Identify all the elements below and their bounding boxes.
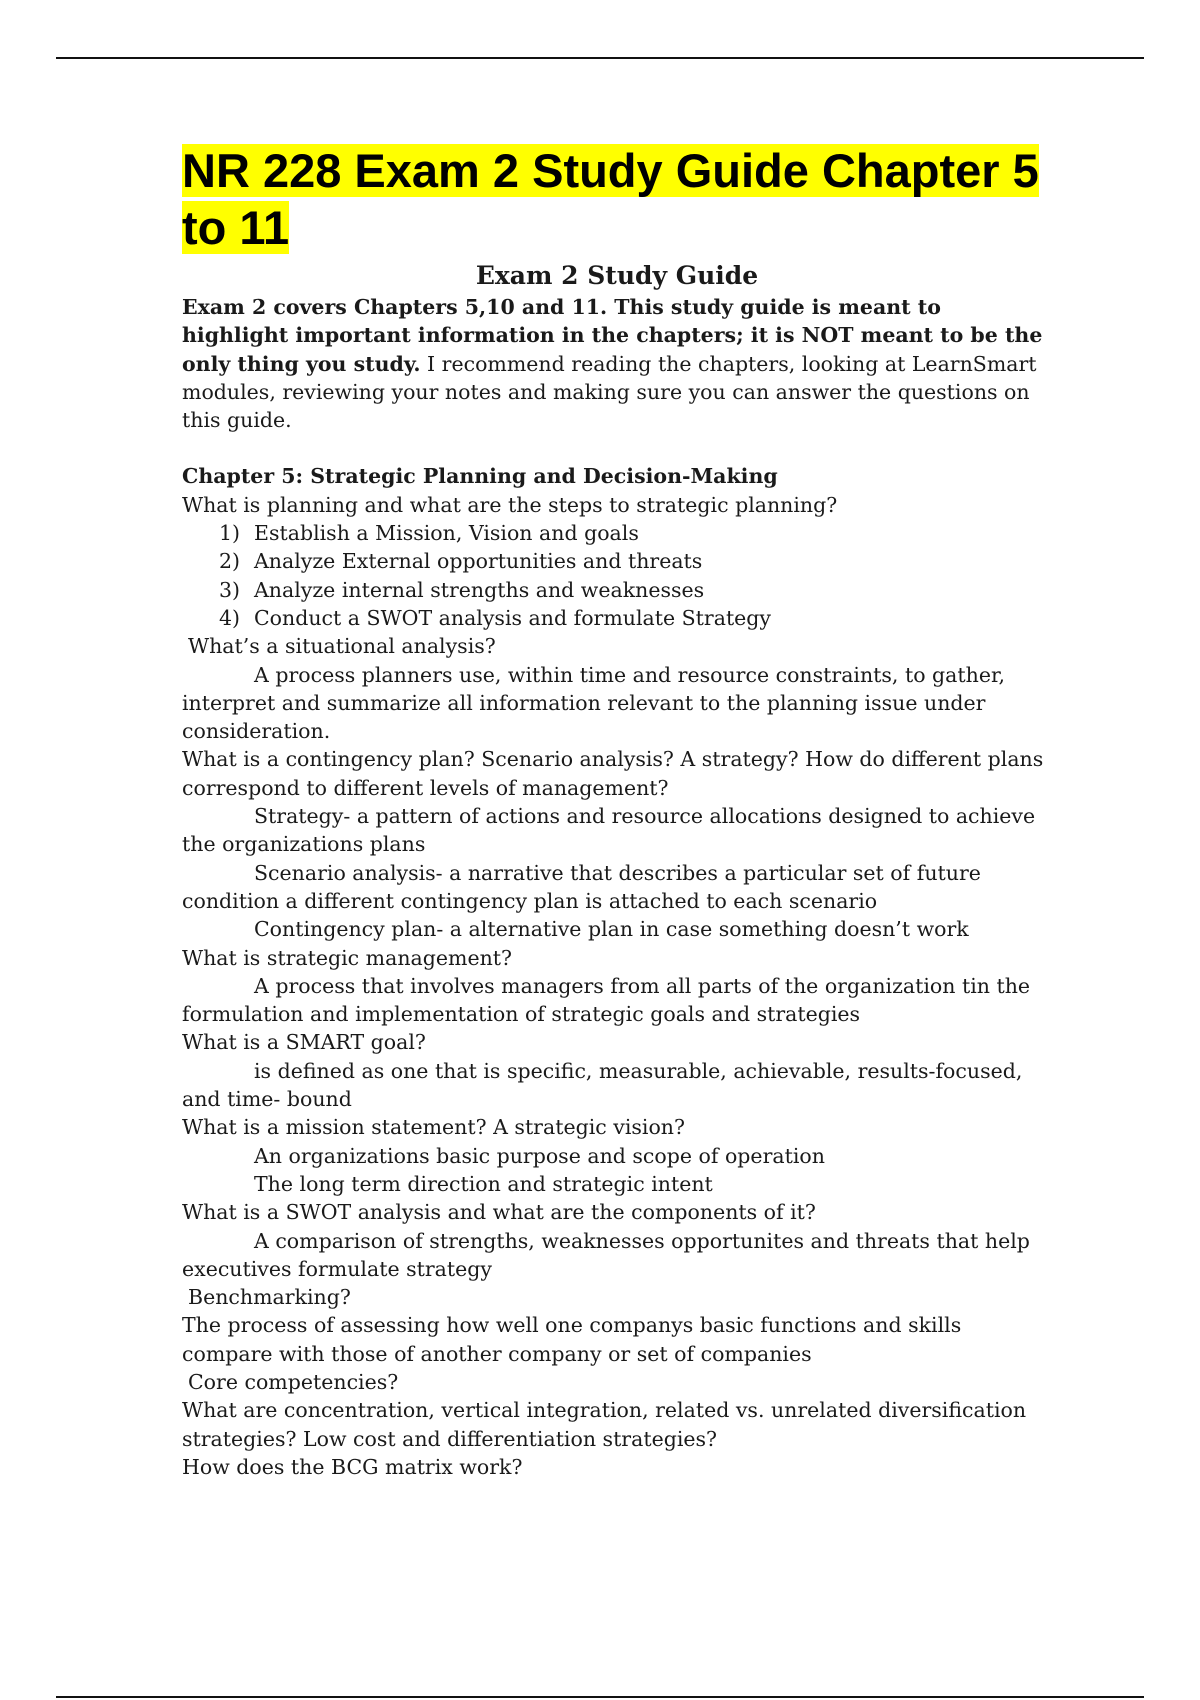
document-title [182, 142, 1052, 256]
answer-contingency-plan: Contingency plan- a alternative plan in case something doesn’t work [254, 917, 969, 942]
list-item-text: Establish a Mission, Vision and goals [254, 521, 639, 546]
list-number: 1) [219, 521, 241, 546]
answer-swot-analysis: A comparison of strengths, weaknesses opportunites and threats that help executives formulate strategy [182, 1228, 1030, 1281]
document-body [182, 142, 1052, 1481]
list-item-text: Analyze External opportunities and threats [254, 549, 703, 574]
bottom-divider [56, 1696, 1144, 1698]
question-contingency-plan: What is a contingency plan? Scenario analysis? A strategy? How do different plans correspond to different levels of management? [182, 747, 1044, 800]
answer-strategic-vision: The long term direction and strategic intent [254, 1171, 713, 1196]
question-strategic-management: What is strategic management? [182, 945, 513, 970]
answer-mission-statement: An organizations basic purpose and scope of operation [254, 1143, 825, 1168]
question-swot-analysis: What is a SWOT analysis and what are the components of it? [182, 1200, 816, 1225]
intro-paragraph [182, 293, 1052, 434]
list-item [219, 604, 1052, 632]
list-item [219, 576, 1052, 604]
question-planning: What is planning and what are the steps to strategic planning? [182, 492, 838, 517]
list-item-text: Analyze internal strengths and weaknesses [254, 577, 705, 602]
answer-benchmarking: The process of assessing how well one companys basic functions and skills compare with those of another company or set of companies [182, 1313, 962, 1366]
answer-situational-analysis: A process planners use, within time and resource constraints, to gather, interpret and summarize all information relevant to the planning issue under consideration. [182, 662, 1006, 744]
list-number: 4) [219, 605, 241, 630]
question-situational-analysis: What’s a situational analysis? [188, 634, 496, 659]
answer-strategic-management: A process that involves managers from all parts of the organization tin the formulation and implementation of strategic goals and strategies [182, 973, 1031, 1027]
question-mission-statement: What is a mission statement? A strategic vision? [182, 1115, 686, 1140]
answer-strategy: Strategy- a pattern of actions and resource allocations designed to achieve the organizations plans [182, 804, 1036, 857]
question-core-competencies: Core competencies? [188, 1369, 399, 1394]
spacer [182, 434, 1052, 462]
intro-normal-text: I recommend reading the chapters, looking at LearnSmart modules, reviewing your notes and making sure you can answer the questions on this guide. [182, 351, 1037, 433]
list-item-text: Conduct a SWOT analysis and formulate Strategy [254, 605, 772, 630]
question-benchmarking: Benchmarking? [188, 1285, 351, 1310]
chapter-5-heading: Chapter 5: Strategic Planning and Decision-Making [182, 464, 778, 489]
strategic-planning-steps [182, 519, 1052, 632]
question-concentration-strategies: What are concentration, vertical integration, related vs. unrelated diversification strategies? Low cost and differentiation strategies? [182, 1398, 1027, 1451]
study-guide-subtitle: Exam 2 Study Guide [475, 261, 759, 290]
list-number: 3) [219, 577, 241, 602]
intro-bold-text: Exam 2 covers Chapters 5,10 and 11. This study guide is meant to highlight important information in the chapters; it is NOT meant to be the only thing you study. [182, 295, 1043, 376]
question-smart-goal: What is a SMART goal? [182, 1030, 426, 1055]
list-item [219, 547, 1052, 575]
answer-scenario-analysis: Scenario analysis- a narrative that describes a particular set of future condition a different contingency plan is attached to each scenario [182, 860, 981, 913]
highlighted-title-text: NR 228 Exam 2 Study Guide Chapter 5 to 11 [182, 144, 1039, 254]
top-divider [56, 57, 1144, 59]
list-number: 2) [219, 549, 241, 574]
list-item [219, 519, 1052, 547]
answer-smart-goal: is defined as one that is specific, measurable, achievable, results-focused, and time- bound [182, 1058, 1023, 1112]
question-bcg-matrix: How does the BCG matrix work? [182, 1454, 523, 1479]
